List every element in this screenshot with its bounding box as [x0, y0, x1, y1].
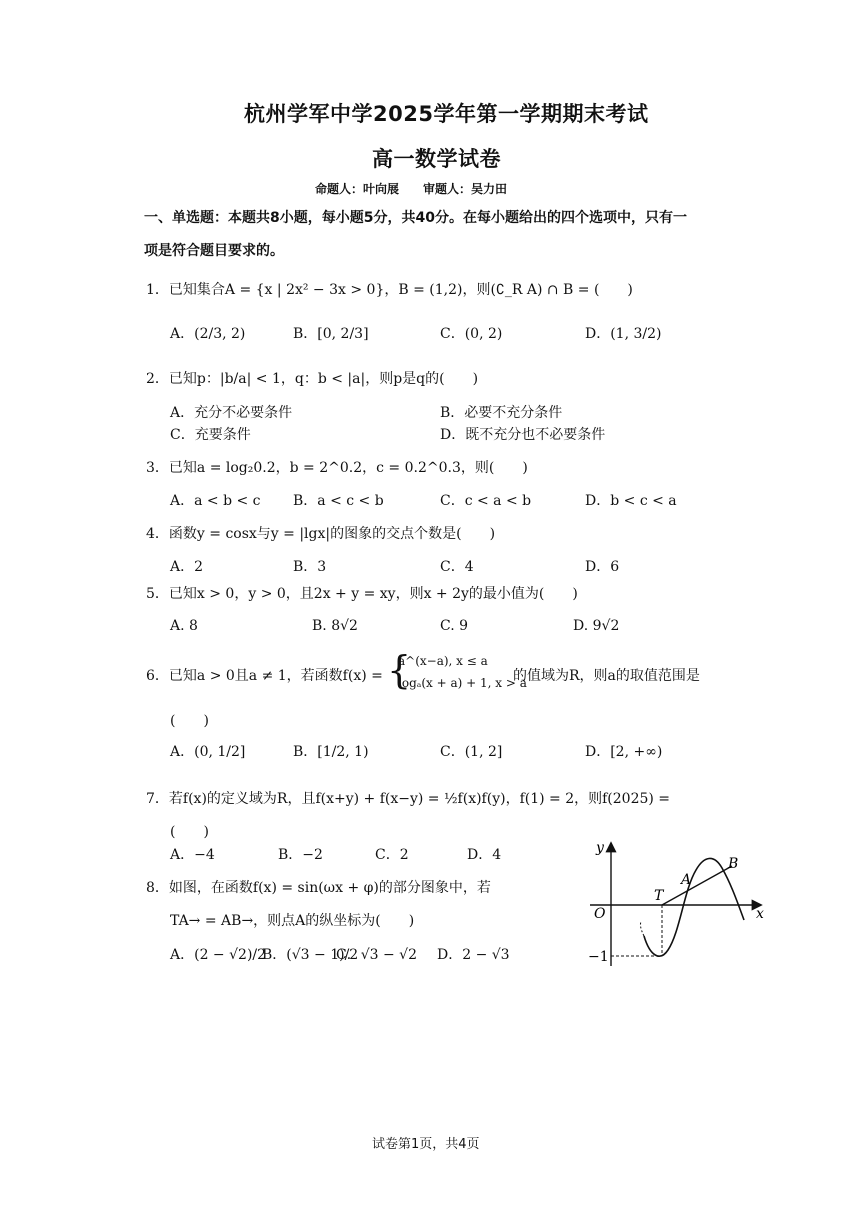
- question-6-option-c: C．(1, 2]: [440, 744, 503, 760]
- label-y: y: [596, 840, 604, 856]
- question-4-option-a: A．2: [170, 559, 204, 575]
- exam-subtitle: 高一数学试卷: [372, 147, 501, 171]
- question-8-stem-line2: TA→ = AB→，则点A的纵坐标为( ): [170, 913, 415, 929]
- question-3-option-c: C．c < a < b: [440, 493, 532, 509]
- question-7-option-d: D．4: [467, 847, 502, 863]
- sine-curve: [644, 858, 744, 956]
- question-2-option-c: C．充要条件: [170, 427, 251, 443]
- question-7-paren: ( ): [170, 824, 209, 840]
- line-tab: [662, 866, 732, 905]
- label-t: T: [654, 888, 664, 904]
- question-2-option-a: A．充分不必要条件: [170, 405, 293, 421]
- question-6-paren: ( ): [170, 713, 209, 729]
- question-2-option-d: D．既不充分也不必要条件: [440, 427, 606, 443]
- label-origin: O: [594, 906, 606, 922]
- question-6-option-b: B．[1/2, 1): [293, 744, 369, 760]
- question-1-stem: 1．已知集合A = {x | 2x² − 3x > 0}，B = (1,2)，则(∁_R A) ∩ B = ( ): [146, 282, 633, 298]
- question-4-option-b: B．3: [293, 559, 327, 575]
- page-footer: 试卷第1页，共4页: [372, 1137, 480, 1152]
- question-3-option-b: B．a < c < b: [293, 493, 384, 509]
- question-6-stem-a: 6．已知a > 0且a ≠ 1，若函数f(x) =: [146, 668, 383, 684]
- question-6-brace: {: [387, 648, 412, 692]
- question-6-piece-1: a^(x−a), x ≤ a: [398, 654, 488, 668]
- label-a: A: [681, 872, 692, 888]
- question-7-option-b: B．−2: [278, 847, 323, 863]
- question-4-stem: 4．函数y = cosx与y = |lgx|的图象的交点个数是( ): [146, 526, 496, 542]
- question-1-option-d: D．(1, 3/2): [585, 326, 662, 342]
- question-8-option-c: C．√3 − √2: [336, 947, 417, 963]
- section-heading-line2: 项是符合题目要求的。: [144, 243, 284, 259]
- question-6-stem-b: 的值域为R，则a的取值范围是: [513, 668, 700, 684]
- question-6-option-d: D．[2, +∞): [585, 744, 663, 760]
- question-8-option-d: D．2 − √3: [437, 947, 510, 963]
- question-7-stem: 7．若f(x)的定义域为R，且f(x+y) + f(x−y) = ½f(x)f(y)，f(1) = 2，则f(2025) =: [146, 791, 671, 807]
- question-2-stem: 2．已知p：|b/a| < 1，q：b < |a|，则p是q的( ): [146, 371, 479, 387]
- question-4-option-c: C．4: [440, 559, 474, 575]
- label-b: B: [728, 856, 739, 872]
- question-8-option-a: A．(2 − √2)/2: [170, 947, 267, 963]
- question-5-option-b: B. 8√2: [312, 618, 358, 634]
- question-5-option-a: A. 8: [170, 618, 198, 634]
- sine-curve-dashed-start: [640, 922, 644, 936]
- question-5-option-c: C. 9: [440, 618, 469, 634]
- section-heading-line1: 一、单选题：本题共8小题，每小题5分，共40分。在每小题给出的四个选项中，只有一: [144, 210, 687, 226]
- question-4-option-d: D．6: [585, 559, 620, 575]
- question-6-piece-2: logₐ(x + a) + 1, x > a: [398, 676, 527, 690]
- sine-graph-figure: [580, 838, 770, 978]
- question-1-option-a: A．(2/3, 2): [170, 326, 246, 342]
- label-x: x: [756, 906, 764, 922]
- question-5-stem: 5．已知x > 0，y > 0，且2x + y = xy，则x + 2y的最小值为( ): [146, 586, 578, 602]
- question-1-option-c: C．(0, 2): [440, 326, 503, 342]
- question-2-option-b: B．必要不充分条件: [440, 405, 563, 421]
- question-7-option-a: A．−4: [170, 847, 215, 863]
- exam-authors: 命题人：叶向展 审题人：吴力田: [315, 182, 508, 196]
- question-7-option-c: C．2: [375, 847, 409, 863]
- question-8-stem-line1: 8．如图，在函数f(x) = sin(ωx + φ)的部分图象中，若: [146, 880, 491, 896]
- question-3-option-d: D．b < c < a: [585, 493, 677, 509]
- exam-title: 杭州学军中学2025学年第一学期期末考试: [244, 102, 649, 126]
- question-1-option-b: B．[0, 2/3]: [293, 326, 369, 342]
- label-neg-one: −1: [588, 949, 609, 965]
- question-5-option-d: D. 9√2: [573, 618, 620, 634]
- question-3-stem: 3．已知a = log₂0.2，b = 2^0.2，c = 0.2^0.3，则( ): [146, 460, 528, 476]
- question-3-option-a: A．a < b < c: [170, 493, 261, 509]
- question-8-option-b: B．(√3 − 1)/2: [262, 947, 359, 963]
- question-6-option-a: A．(0, 1/2]: [170, 744, 246, 760]
